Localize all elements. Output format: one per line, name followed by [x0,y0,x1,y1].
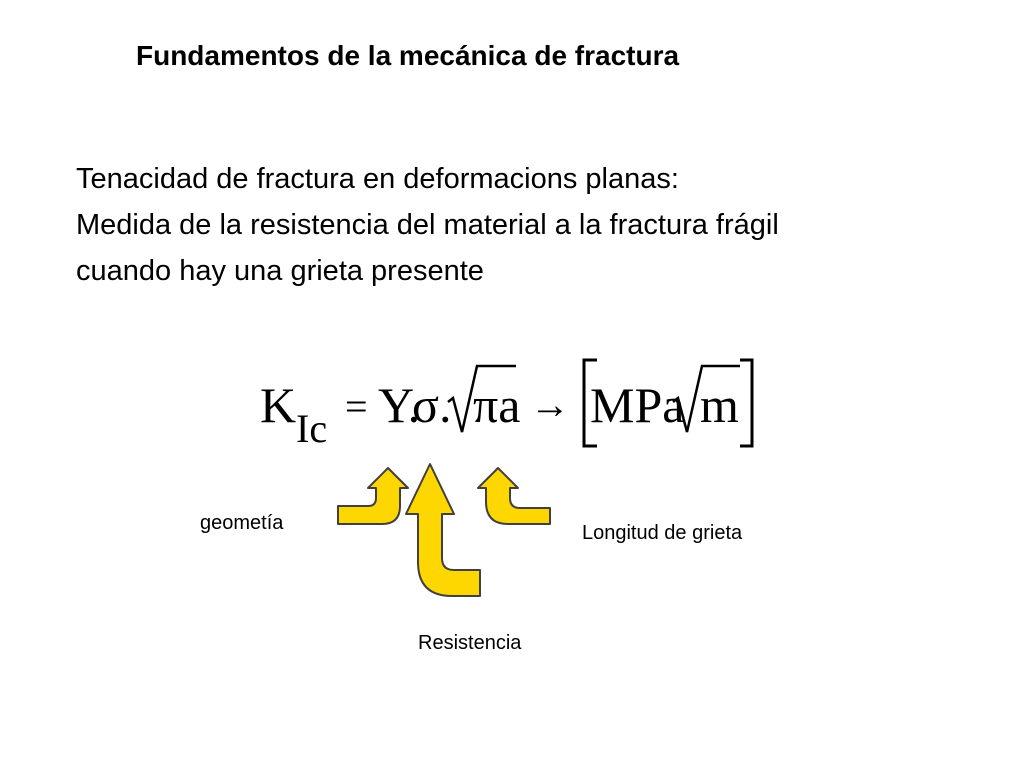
body-line-2: Medida de la resistencia del material a la fractura frágil [76,209,779,241]
slide-title: Fundamentos de la mecánica de fractura [136,40,680,71]
resistance-label: Resistencia [418,632,522,654]
resistance-arrow-icon [402,462,484,598]
fracture-toughness-formula [240,350,780,460]
formula-pi-a: πa [473,377,521,433]
formula-subscript-ic: Ic [296,406,328,451]
body-line-1: Tenacidad de fractura en deformacions planas: [76,163,679,195]
formula-equals: = [345,384,368,429]
crack-length-label: Longitud de grieta [582,522,743,544]
formula-k: K [260,377,297,433]
geometry-arrow-icon [336,466,408,526]
crack-length-arrow-icon [476,466,552,526]
formula-sigma: σ. [412,377,452,433]
formula-arrow: → [530,382,570,427]
formula-m: m [700,377,739,433]
formula-y: Y. [378,377,421,433]
geometry-label: geometía [200,512,284,534]
body-line-3: cuando hay una grieta presente [76,255,484,287]
formula-units: MPa [590,377,685,433]
slide-body [76,156,996,294]
right-bracket-icon [740,360,752,446]
